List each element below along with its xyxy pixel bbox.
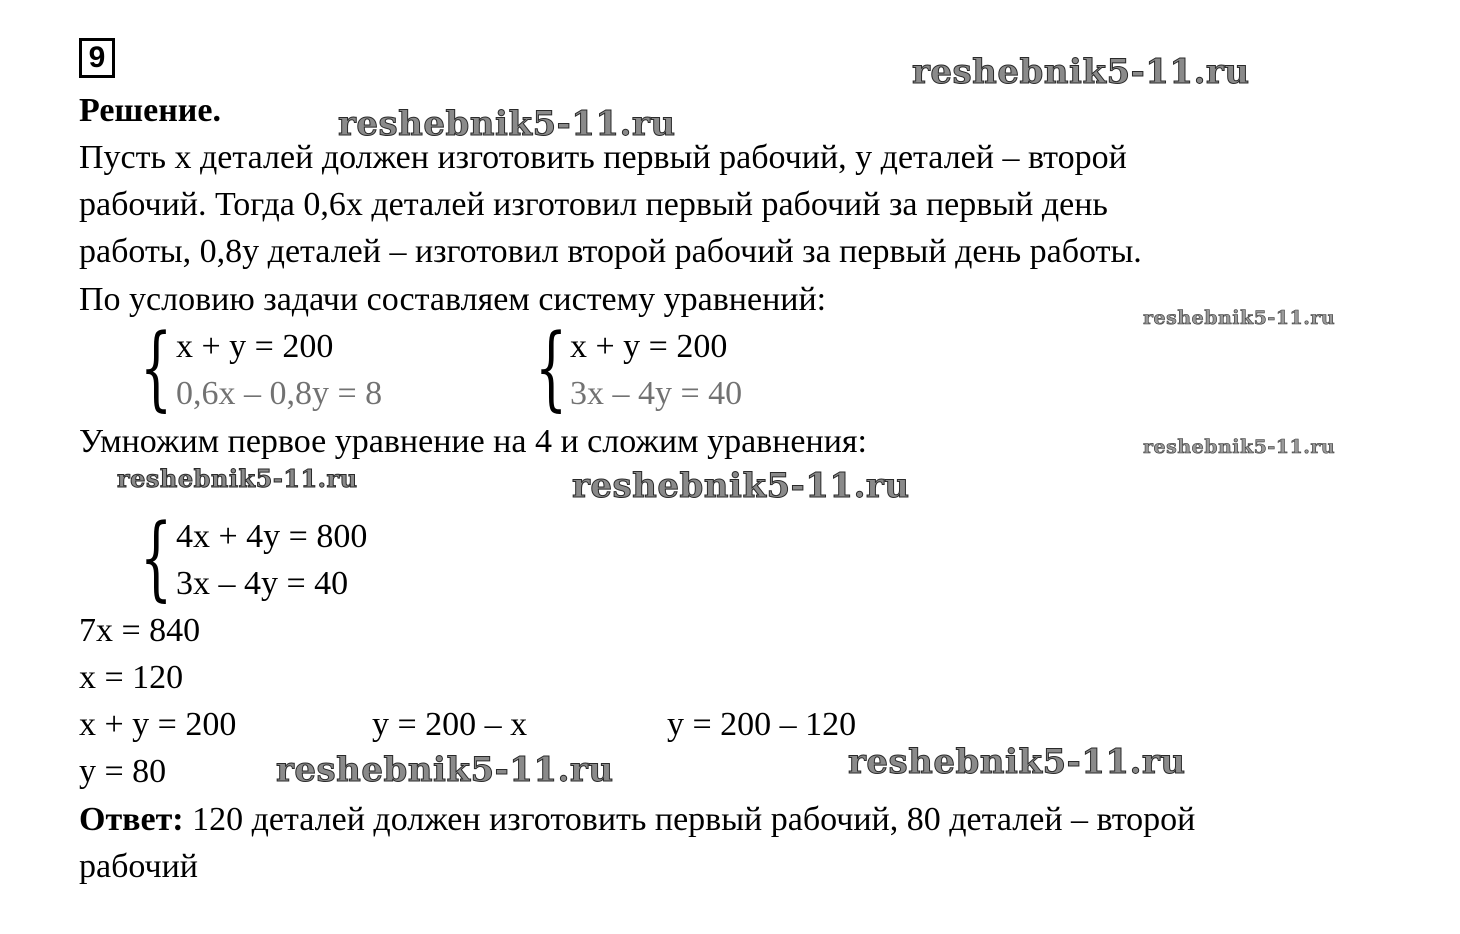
watermark-left: reshebnik5-11.ru — [117, 464, 358, 493]
step-y: y = 80 — [79, 753, 167, 790]
step-x: x = 120 — [79, 659, 184, 696]
step-text: Умножим первое уравнение на 4 и сложим уравнения: — [79, 423, 867, 460]
step-y-sub: y = 200 – 120 — [667, 706, 857, 743]
watermark-center: reshebnik5-11.ru — [572, 466, 910, 506]
watermark-bottom-right: reshebnik5-11.ru — [848, 742, 1186, 782]
system2-brace: { — [535, 314, 568, 421]
watermark-right-2: reshebnik5-11.ru — [1143, 436, 1336, 458]
system1-brace: { — [140, 314, 173, 421]
system2-eq2: 3x – 4y = 40 — [570, 375, 743, 412]
system2-eq1: x + y = 200 — [570, 328, 728, 365]
system1-eq2: 0,6x – 0,8y = 8 — [176, 375, 383, 412]
intro-line-2: рабочий. Тогда 0,6x деталей изготовил первый рабочий за первый день — [79, 186, 1108, 223]
intro-line-3: работы, 0,8y деталей – изготовил второй рабочий за первый день работы. — [79, 233, 1142, 270]
task-number: 9 — [79, 38, 115, 78]
intro-line-1: Пусть x деталей должен изготовить первый рабочий, y деталей – второй — [79, 139, 1127, 176]
watermark-top-center: reshebnik5-11.ru — [338, 104, 676, 144]
system1-eq1: x + y = 200 — [176, 328, 334, 365]
watermark-bottom-left: reshebnik5-11.ru — [276, 750, 614, 790]
answer-text: 120 деталей должен изготовить первый рабочий, 80 деталей – второй — [192, 801, 1196, 838]
solution-heading: Решение. — [79, 92, 221, 129]
step-7x: 7x = 840 — [79, 612, 201, 649]
intro-line-4: По условию задачи составляем систему уравнений: — [79, 281, 827, 318]
system3-eq1: 4x + 4y = 800 — [176, 518, 368, 555]
answer-label: Ответ: — [79, 801, 184, 838]
watermark-right-1: reshebnik5-11.ru — [1143, 307, 1336, 329]
system3-eq2: 3x – 4y = 40 — [176, 565, 349, 602]
step-y-expr: y = 200 – x — [372, 706, 528, 743]
answer-line-1 — [79, 803, 1195, 837]
step-sum: x + y = 200 — [79, 706, 237, 743]
system3-brace: { — [140, 504, 173, 611]
watermark-top-right: reshebnik5-11.ru — [912, 52, 1250, 92]
answer-line-2: рабочий — [79, 848, 198, 885]
